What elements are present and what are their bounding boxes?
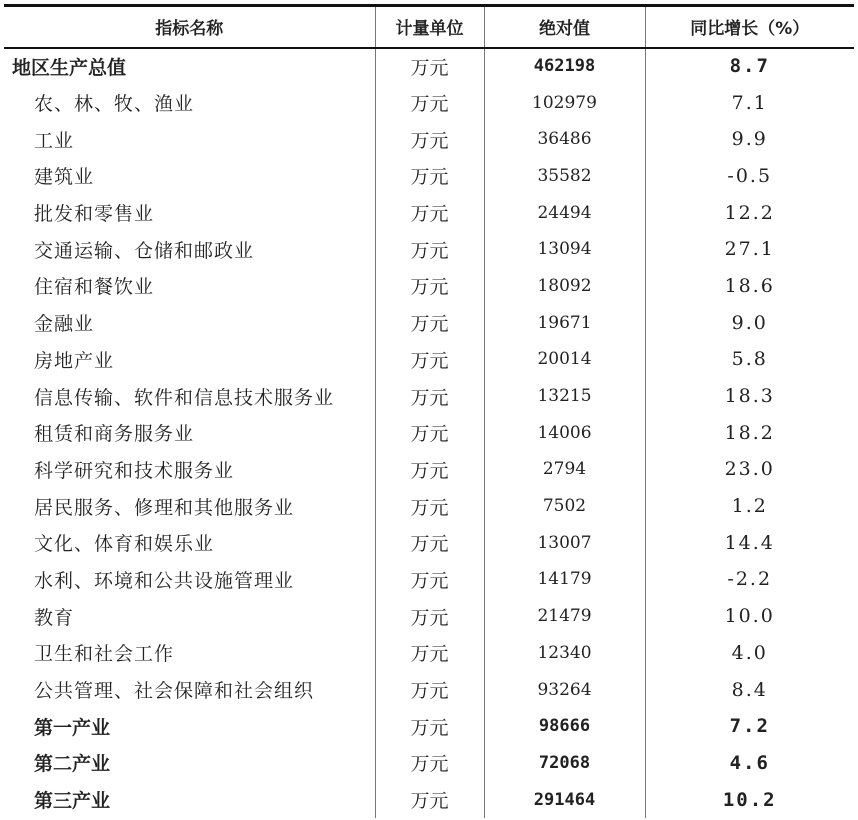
- absolute-value-cell: 36486: [484, 121, 645, 158]
- table-row: [4, 524, 854, 561]
- unit-cell: 万元: [375, 561, 484, 598]
- gdp-by-industry-table: [4, 4, 854, 818]
- table-row: [4, 378, 854, 415]
- yoy-growth-cell: 9.0: [645, 304, 854, 341]
- absolute-value-cell: 21479: [484, 598, 645, 635]
- yoy-growth-cell: -2.2: [645, 561, 854, 598]
- yoy-growth-cell: 12.2: [645, 194, 854, 231]
- indicator-name-cell: 农、林、牧、渔业: [34, 93, 195, 116]
- table-row: [4, 781, 854, 818]
- indicator-name-cell: 文化、体育和娱乐业: [34, 533, 215, 556]
- unit-cell: 万元: [375, 268, 484, 305]
- table-row: [4, 158, 854, 195]
- absolute-value-cell: 13215: [484, 378, 645, 415]
- table-row: [4, 341, 854, 378]
- indicator-name-cell: 批发和零售业: [34, 203, 155, 226]
- yoy-growth-cell: 18.3: [645, 378, 854, 415]
- absolute-value-cell: 7502: [484, 488, 645, 525]
- indicator-name-cell: 交通运输、仓储和邮政业: [34, 239, 255, 262]
- table-row: [4, 268, 854, 305]
- absolute-value-cell: 12340: [484, 635, 645, 672]
- yoy-growth-cell: 5.8: [645, 341, 854, 378]
- indicator-name-cell: 第二产业: [34, 753, 111, 776]
- unit-cell: 万元: [375, 745, 484, 782]
- unit-cell: 万元: [375, 231, 484, 268]
- table-row: [4, 304, 854, 341]
- table-row: [4, 194, 854, 231]
- yoy-growth-cell: -0.5: [645, 158, 854, 195]
- yoy-growth-cell: 18.2: [645, 414, 854, 451]
- absolute-value-cell: 18092: [484, 268, 645, 305]
- absolute-value-cell: 14006: [484, 414, 645, 451]
- table-row: [4, 745, 854, 782]
- indicator-name-cell: 金融业: [34, 313, 95, 336]
- table-body: [4, 48, 854, 818]
- table-row: [4, 451, 854, 488]
- indicator-name-cell: 租赁和商务服务业: [34, 423, 195, 446]
- yoy-growth-cell: 8.7: [645, 48, 854, 85]
- unit-cell: 万元: [375, 194, 484, 231]
- absolute-value-cell: 93264: [484, 671, 645, 708]
- table-row: [4, 121, 854, 158]
- unit-cell: 万元: [375, 635, 484, 672]
- unit-cell: 万元: [375, 304, 484, 341]
- table-row: [4, 561, 854, 598]
- absolute-value-cell: 98666: [484, 708, 645, 745]
- table-row: [4, 414, 854, 451]
- indicator-name-cell: 第三产业: [34, 790, 111, 813]
- table-row: [4, 635, 854, 672]
- indicator-name-cell: 卫生和社会工作: [34, 643, 175, 666]
- absolute-value-cell: 14179: [484, 561, 645, 598]
- indicator-name-cell: 工业: [34, 129, 75, 152]
- unit-cell: 万元: [375, 598, 484, 635]
- yoy-growth-cell: 18.6: [645, 268, 854, 305]
- indicator-name-cell: 地区生产总值: [12, 56, 127, 79]
- absolute-value-cell: 2794: [484, 451, 645, 488]
- unit-cell: 万元: [375, 48, 484, 85]
- unit-cell: 万元: [375, 708, 484, 745]
- header-row: [4, 6, 854, 48]
- yoy-growth-cell: 1.2: [645, 488, 854, 525]
- absolute-value-cell: 13094: [484, 231, 645, 268]
- indicator-name-cell: 居民服务、修理和其他服务业: [34, 496, 295, 519]
- indicator-name-cell: 第一产业: [34, 716, 111, 739]
- indicator-name-cell: 教育: [34, 606, 75, 629]
- unit-cell: 万元: [375, 451, 484, 488]
- table-row: [4, 231, 854, 268]
- header-indicator-name: 指标名称: [4, 6, 375, 48]
- unit-cell: 万元: [375, 341, 484, 378]
- table-row: [4, 84, 854, 121]
- table-header: [4, 6, 854, 48]
- absolute-value-cell: 19671: [484, 304, 645, 341]
- unit-cell: 万元: [375, 781, 484, 818]
- table-row: [4, 598, 854, 635]
- yoy-growth-cell: 8.4: [645, 671, 854, 708]
- header-yoy-growth: 同比增长（%）: [645, 6, 854, 48]
- yoy-growth-cell: 7.1: [645, 84, 854, 121]
- absolute-value-cell: 102979: [484, 84, 645, 121]
- absolute-value-cell: 20014: [484, 341, 645, 378]
- absolute-value-cell: 291464: [484, 781, 645, 818]
- yoy-growth-cell: 27.1: [645, 231, 854, 268]
- table-row: [4, 48, 854, 85]
- yoy-growth-cell: 7.2: [645, 708, 854, 745]
- unit-cell: 万元: [375, 378, 484, 415]
- unit-cell: 万元: [375, 414, 484, 451]
- yoy-growth-cell: 4.6: [645, 745, 854, 782]
- indicator-name-cell: 建筑业: [34, 166, 95, 189]
- yoy-growth-cell: 4.0: [645, 635, 854, 672]
- absolute-value-cell: 13007: [484, 524, 645, 561]
- table-row: [4, 671, 854, 708]
- gdp-table-container: [4, 4, 854, 818]
- unit-cell: 万元: [375, 671, 484, 708]
- absolute-value-cell: 462198: [484, 48, 645, 85]
- absolute-value-cell: 72068: [484, 745, 645, 782]
- yoy-growth-cell: 10.2: [645, 781, 854, 818]
- unit-cell: 万元: [375, 121, 484, 158]
- unit-cell: 万元: [375, 488, 484, 525]
- yoy-growth-cell: 10.0: [645, 598, 854, 635]
- header-absolute-value: 绝对值: [484, 6, 645, 48]
- indicator-name-cell: 水利、环境和公共设施管理业: [34, 569, 295, 592]
- indicator-name-cell: 信息传输、软件和信息技术服务业: [34, 386, 335, 409]
- table-row: [4, 488, 854, 525]
- unit-cell: 万元: [375, 84, 484, 121]
- unit-cell: 万元: [375, 524, 484, 561]
- indicator-name-cell: 房地产业: [34, 349, 115, 372]
- absolute-value-cell: 35582: [484, 158, 645, 195]
- header-unit: 计量单位: [375, 6, 484, 48]
- yoy-growth-cell: 23.0: [645, 451, 854, 488]
- unit-cell: 万元: [375, 158, 484, 195]
- yoy-growth-cell: 9.9: [645, 121, 854, 158]
- indicator-name-cell: 科学研究和技术服务业: [34, 459, 235, 482]
- yoy-growth-cell: 14.4: [645, 524, 854, 561]
- absolute-value-cell: 24494: [484, 194, 645, 231]
- table-row: [4, 708, 854, 745]
- indicator-name-cell: 住宿和餐饮业: [34, 276, 155, 299]
- indicator-name-cell: 公共管理、社会保障和社会组织: [34, 680, 315, 703]
